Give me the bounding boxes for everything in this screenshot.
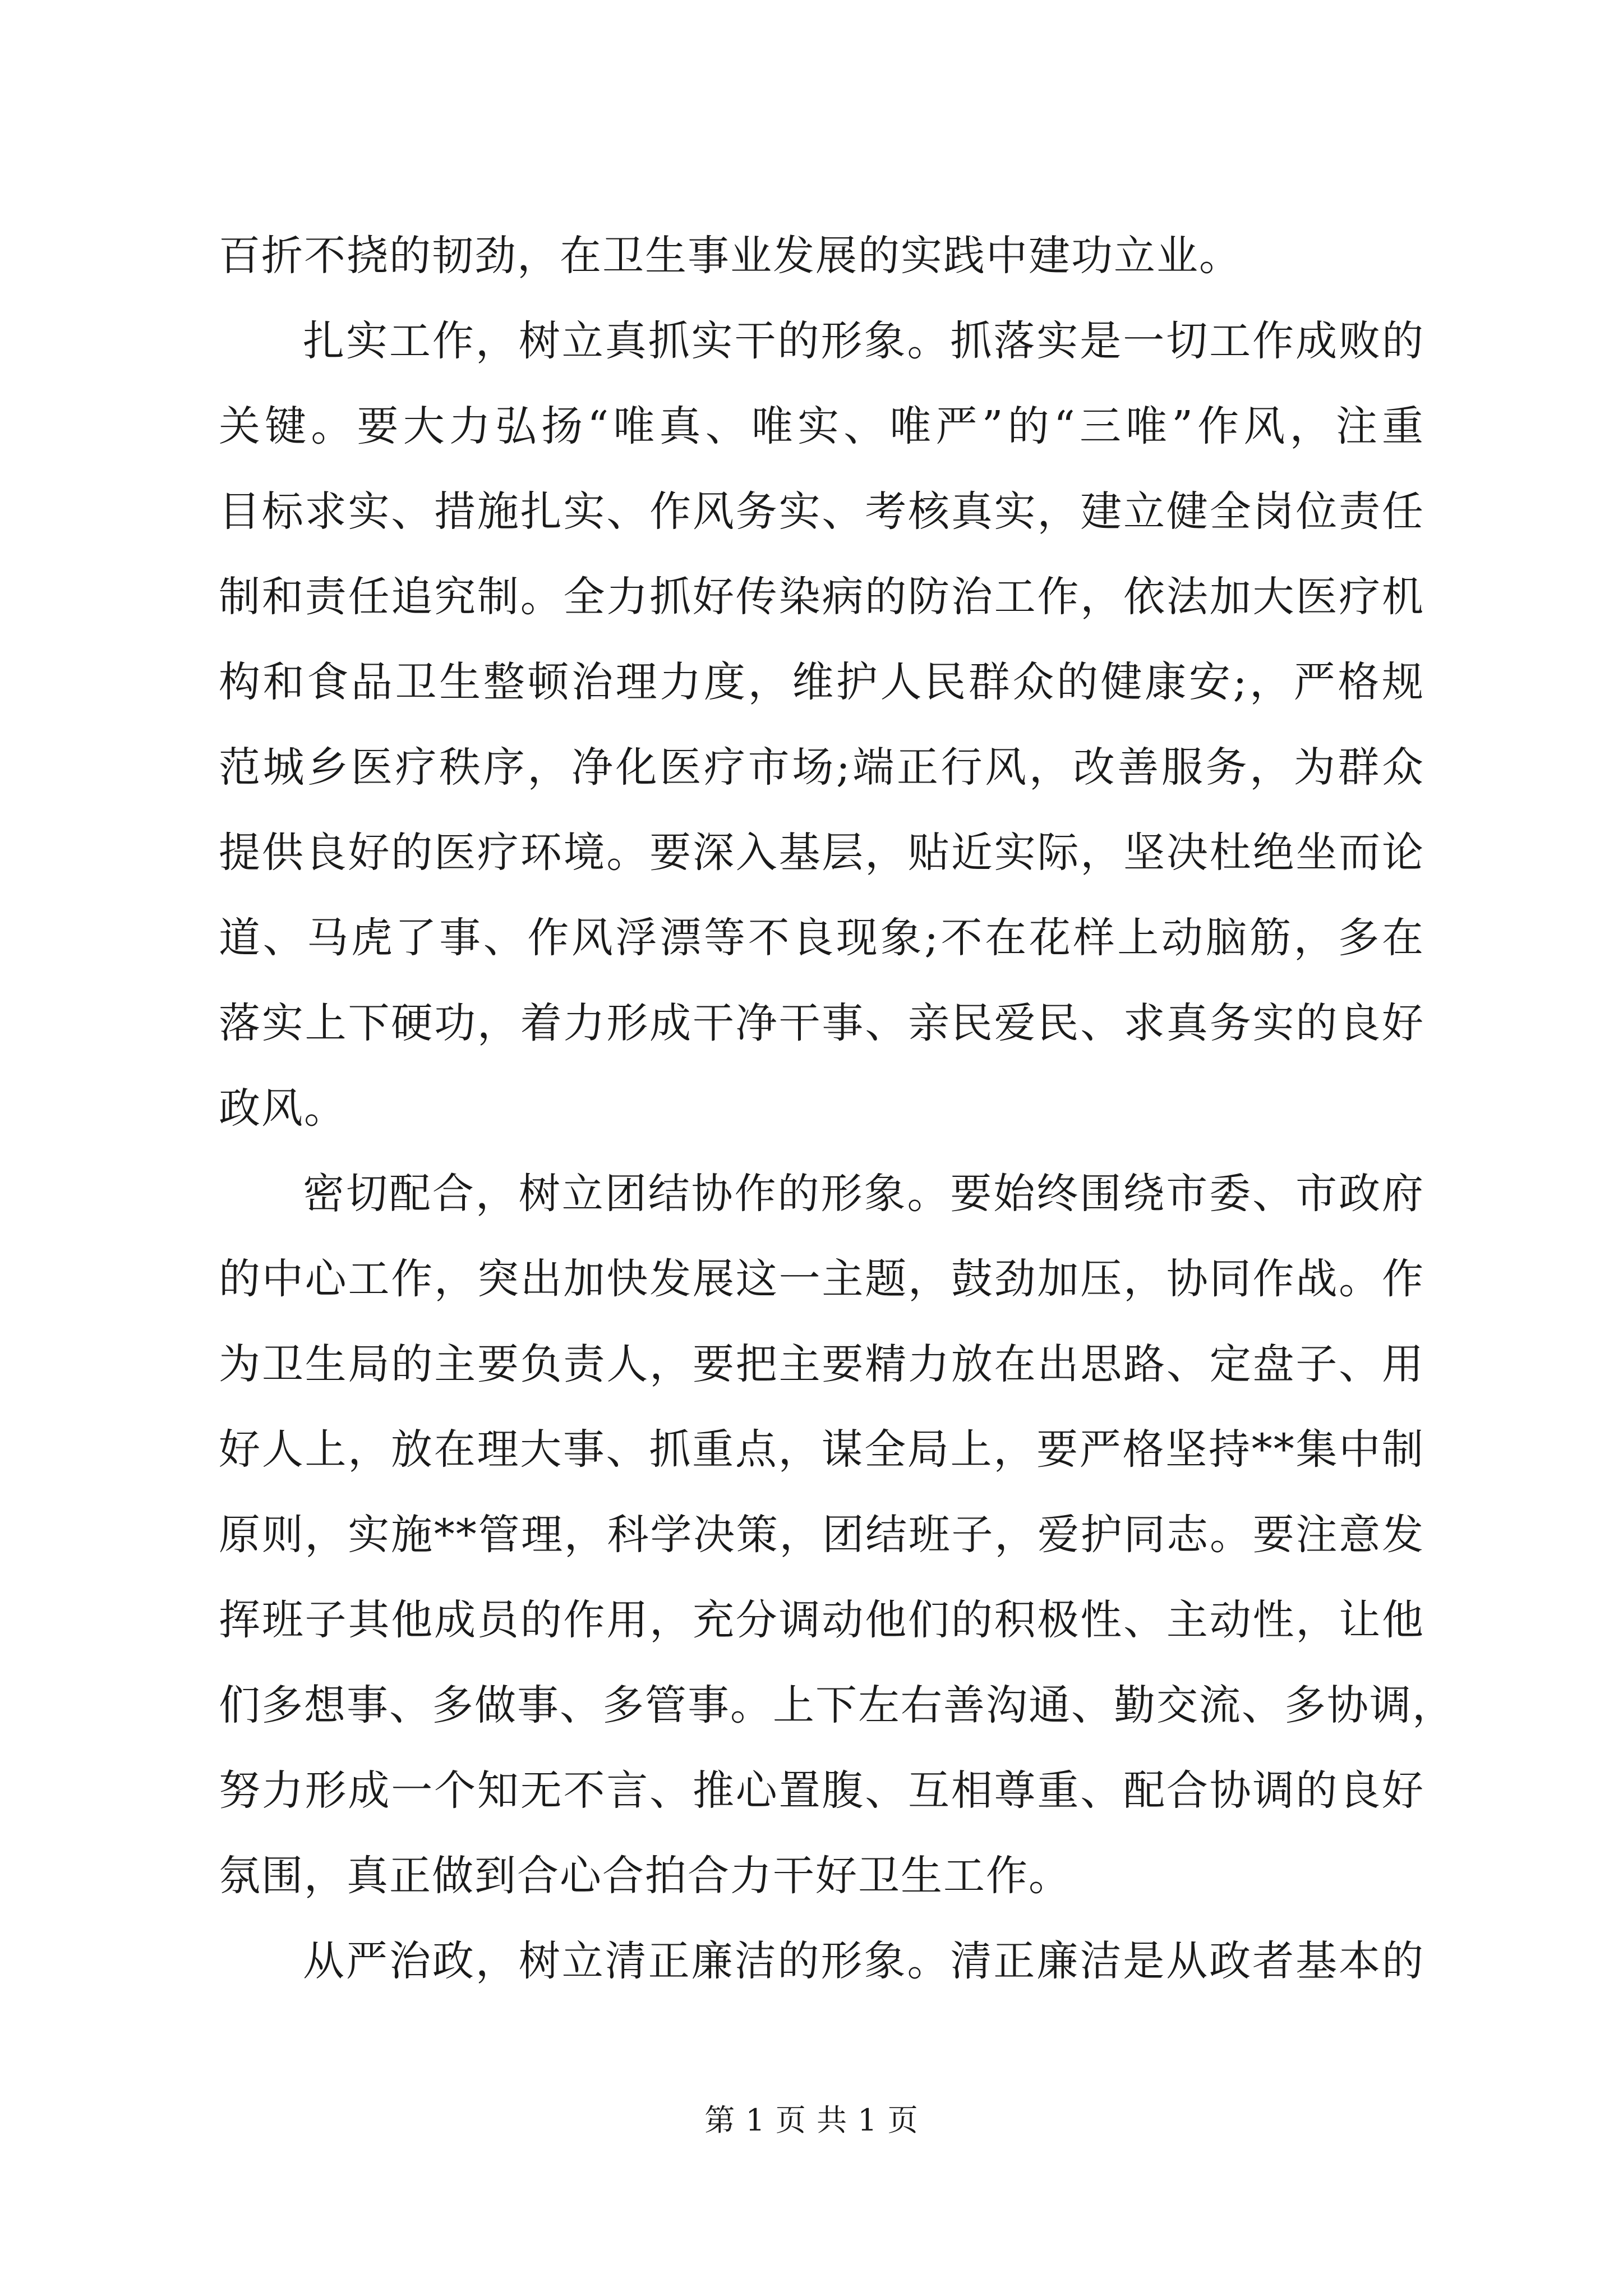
page-footer: 第 1 页 共 1 页	[704, 2102, 919, 2138]
text-line: 氛围，真正做到合心合拍合力干好卫生工作。	[219, 1852, 1071, 1900]
text-line: 提供良好的医疗环境。要深入基层，贴近实际，坚决杜绝坐而论	[219, 829, 1424, 877]
text-line: 制和责任追究制。全力抓好传染病的防治工作，依法加大医疗机	[219, 573, 1424, 621]
text-line: 范城乡医疗秩序，净化医疗市场;端正行风，改善服务，为群众	[219, 743, 1424, 792]
text-line: 们多想事、多做事、多管事。上下左右善沟通、勤交流、多协调，	[219, 1681, 1455, 1729]
text-line: 百折不挠的韧劲，在卫生事业发展的实践中建功立业。	[219, 232, 1242, 280]
text-line: 落实上下硬功，着力形成干净干事、亲民爱民、求真务实的良好	[219, 999, 1424, 1047]
body-text	[219, 213, 1455, 2004]
text-line: 好人上，放在理大事、抓重点，谋全局上，要严格坚持**集中制	[219, 1425, 1424, 1474]
text-line: 政风。	[219, 1084, 347, 1133]
text-line: 原则，实施**管理，科学决策，团结班子，爱护同志。要注意发	[219, 1511, 1424, 1559]
text-line: 道、马虎了事、作风浮漂等不良现象;不在花样上动脑筋，多在	[219, 914, 1424, 962]
text-line: 关键。要大力弘扬“唯真、唯实、唯严”的“三唯”作风，注重	[219, 402, 1424, 450]
text-line: 为卫生局的主要负责人，要把主要精力放在出思路、定盘子、用	[219, 1340, 1424, 1388]
text-line: 从严治政，树立清正廉洁的形象。清正廉洁是从政者基本的	[303, 1937, 1424, 1985]
text-line: 目标求实、措施扎实、作风务实、考核真实，建立健全岗位责任	[219, 487, 1424, 536]
text-line: 的中心工作，突出加快发展这一主题，鼓劲加压，协同作战。作	[219, 1255, 1424, 1303]
text-line: 密切配合，树立团结协作的形象。要始终围绕市委、市政府	[303, 1170, 1424, 1218]
text-line: 努力形成一个知无不言、推心置腹、互相尊重、配合协调的良好	[219, 1766, 1424, 1815]
text-line: 构和食品卫生整顿治理力度，维护人民群众的健康安;，严格规	[219, 658, 1424, 706]
text-line: 挥班子其他成员的作用，充分调动他们的积极性、主动性，让他	[219, 1596, 1424, 1644]
text-line: 扎实工作，树立真抓实干的形象。抓落实是一切工作成败的	[303, 317, 1424, 365]
